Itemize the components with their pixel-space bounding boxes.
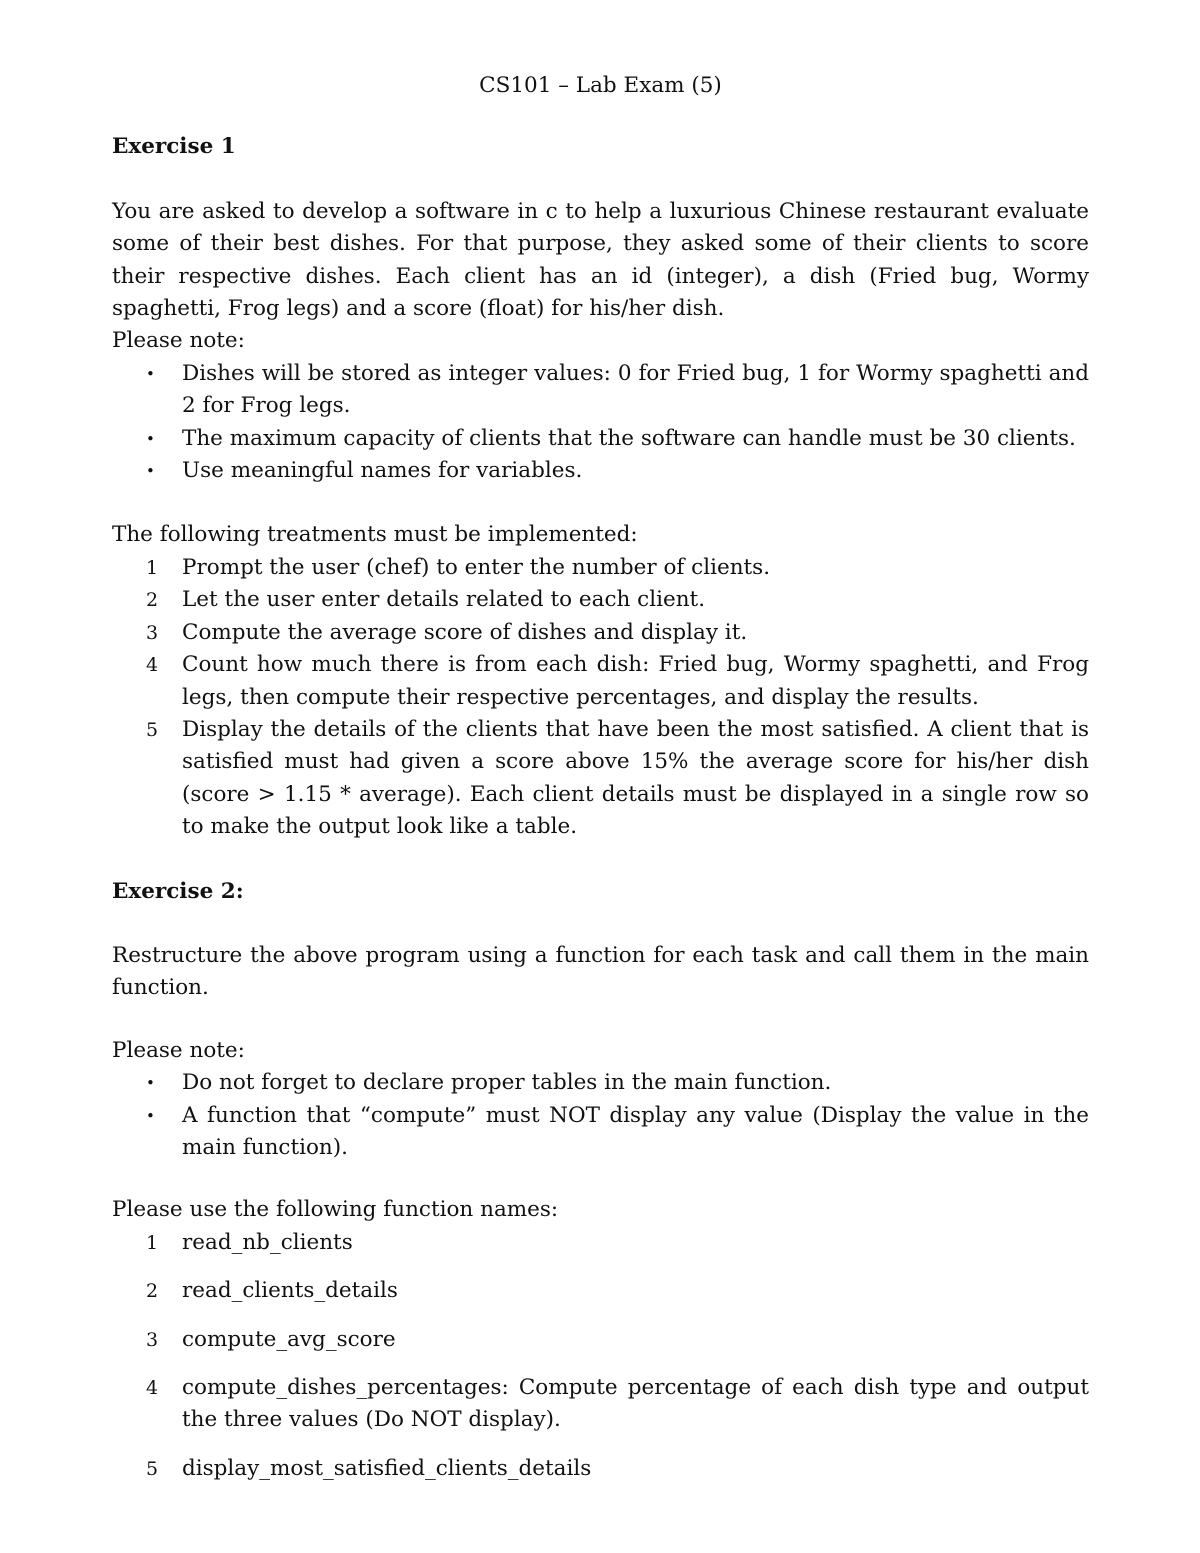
- exercise-1-intro: You are asked to develop a software in c to help a luxurious Chinese restaurant evaluate some of their best dishes. For that purpose, they asked some of their clients to score their respective dishes. Each client has an id (integer), a dish (Fried bug, Wormy spaghetti, Frog legs) and a score (float) for his/her dish.: [112, 198, 1089, 322]
- exercise-1-note-label: Please note:: [112, 328, 245, 354]
- list-item: [112, 714, 1089, 844]
- spacer: [112, 164, 1089, 196]
- item-number: 1: [146, 556, 159, 579]
- item-number: 2: [146, 1280, 159, 1303]
- treatments-list: [112, 552, 1089, 844]
- item-number: 1: [146, 1231, 159, 1254]
- item-text: compute_dishes_percentages: Compute percentage of each dish type and output the three values (Do NOT display).: [182, 1375, 1089, 1433]
- list-item: [112, 423, 1089, 455]
- list-item: [112, 1067, 1089, 1099]
- list-item: [112, 1372, 1089, 1437]
- item-number: 3: [146, 1328, 159, 1351]
- treatments-label: The following treatments must be implemented:: [112, 522, 638, 548]
- item-text: read_nb_clients: [182, 1229, 353, 1255]
- document-title: CS101 – Lab Exam (5): [479, 73, 722, 98]
- item-text: Count how much there is from each dish: Fried bug, Wormy spaghetti, and Frog legs, then compute their respective percentages, and display the results.: [182, 652, 1089, 710]
- spacer: [112, 1164, 1089, 1194]
- note-text: Dishes will be stored as integer values: 0 for Fried bug, 1 for Wormy spaghetti and 2 for Frog legs.: [182, 360, 1089, 419]
- spacer: [112, 1005, 1089, 1035]
- exercise-2-note-label: Please note:: [112, 1037, 245, 1063]
- item-number: 5: [146, 1457, 159, 1480]
- note-text: A function that “compute” must NOT display any value (Display the value in the main function).: [182, 1102, 1089, 1160]
- note-text: The maximum capacity of clients that the software can handle must be 30 clients.: [182, 425, 1076, 451]
- spacer: [112, 844, 1089, 876]
- list-item: [112, 358, 1089, 423]
- item-number: 4: [146, 654, 159, 677]
- list-item: [112, 1275, 1089, 1307]
- exercise-2-notes-list: [112, 1067, 1089, 1164]
- exercise-2-heading: Exercise 2:: [112, 878, 244, 904]
- list-item: [112, 455, 1089, 487]
- list-item: [112, 617, 1089, 649]
- item-text: compute_avg_score: [182, 1326, 396, 1352]
- list-item: [112, 1227, 1089, 1259]
- list-item: [112, 1324, 1089, 1356]
- spacer: [112, 908, 1089, 940]
- spacer: [112, 487, 1089, 519]
- function-names-list: [112, 1227, 1089, 1485]
- bullet-icon: •: [146, 429, 155, 448]
- exercise-1-heading: Exercise 1: [112, 134, 236, 160]
- bullet-icon: •: [146, 1074, 155, 1093]
- item-number: 3: [146, 621, 159, 644]
- item-number: 2: [146, 589, 159, 612]
- list-item: [112, 1100, 1089, 1165]
- item-number: 5: [146, 718, 159, 741]
- item-text: Prompt the user (chef) to enter the number of clients.: [182, 554, 771, 580]
- functions-label: Please use the following function names:: [112, 1197, 559, 1223]
- item-text: read_clients_details: [182, 1278, 398, 1304]
- list-item: [112, 552, 1089, 584]
- list-item: [112, 1453, 1089, 1485]
- list-item: [112, 584, 1089, 616]
- item-text: Let the user enter details related to each client.: [182, 587, 706, 613]
- item-number: 4: [146, 1377, 159, 1399]
- item-text: display_most_satisfied_clients_details: [182, 1455, 592, 1481]
- note-text: Use meaningful names for variables.: [182, 458, 583, 484]
- list-item: [112, 649, 1089, 714]
- item-text: Display the details of the clients that have been the most satisfied. A client that is satisfied must had given a score above 15% the average score for his/her dish (score > 1.15 * average). Each client details must be displayed in a single row so to make the output look like a table.: [182, 716, 1089, 840]
- bullet-icon: •: [146, 462, 155, 481]
- exercise-2-intro: Restructure the above program using a function for each task and call them in the main function.: [112, 942, 1089, 1001]
- exam-document: [112, 70, 1089, 1485]
- bullet-icon: •: [146, 364, 155, 383]
- bullet-icon: •: [146, 1106, 155, 1125]
- exercise-1-notes-list: [112, 358, 1089, 488]
- item-text: Compute the average score of dishes and display it.: [182, 619, 748, 645]
- note-text: Do not forget to declare proper tables in the main function.: [182, 1070, 832, 1096]
